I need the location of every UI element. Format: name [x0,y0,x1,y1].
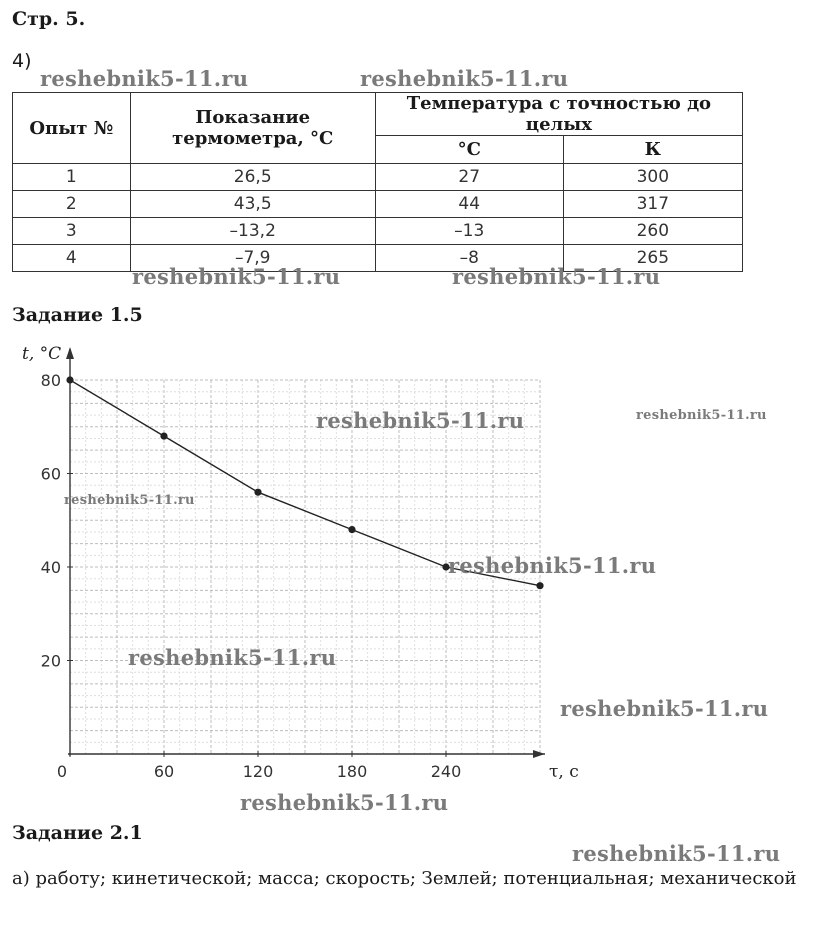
watermark: reshebnik5-11.ru [560,696,769,721]
table-cell: 1 [13,164,131,191]
watermark: reshebnik5-11.ru [128,645,337,670]
chart-ylabel: t, °С [22,344,62,364]
header-reading: Показание термометра, °С [130,93,375,164]
table-cell: 265 [563,245,742,272]
answer-2-1: а) работу; кинетической; масса; скорость; Землей; потенциальная; механической [12,868,797,889]
y-tick-label: 60 [40,464,61,484]
table-cell: –13 [375,218,563,245]
x-tick-label: 120 [242,762,274,781]
temperature-table [12,92,743,272]
table-cell: 317 [563,191,742,218]
watermark: reshebnik5-11.ru [40,66,249,91]
table-row [13,164,743,191]
y-tick-label: 80 [40,371,61,390]
table-cell: 4 [13,245,131,272]
header-temperature-group: Температура с точностью до целых [375,93,742,136]
header-kelvin: К [563,136,742,164]
watermark: reshebnik5-11.ru [572,841,781,866]
watermark: reshebnik5-11.ru [452,264,661,289]
table-cell: –7,9 [130,245,375,272]
x-tick-label: 60 [153,762,175,781]
x-tick-label: 180 [336,762,368,781]
data-point [160,433,167,440]
watermark: reshebnik5-11.ru [240,790,449,815]
table-cell: 3 [13,218,131,245]
watermark: reshebnik5-11.ru [64,493,195,508]
section-title-2-1: Задание 2.1 [12,822,143,844]
watermark: reshebnik5-11.ru [448,553,657,578]
temperature-chart [0,335,813,815]
data-point [66,376,73,383]
item-label: 4) [12,50,32,72]
table-cell: 260 [563,218,742,245]
data-point [348,526,355,533]
table-cell: 300 [563,164,742,191]
x-axis-arrow [533,750,545,758]
header-experiment: Опыт № [13,93,131,164]
table-cell: 27 [375,164,563,191]
y-tick-label: 20 [40,651,61,671]
y-axis-arrow [66,347,74,359]
watermark: reshebnik5-11.ru [636,408,767,423]
table-cell: –8 [375,245,563,272]
x-tick-label: 240 [430,762,462,781]
section-title-1-5: Задание 1.5 [12,304,143,326]
table-cell: 43,5 [130,191,375,218]
table-row [13,218,743,245]
data-point [536,582,543,589]
watermark: reshebnik5-11.ru [132,264,341,289]
page-header: Стр. 5. [12,8,86,30]
table-row [13,191,743,218]
y-tick-label: 40 [40,558,61,577]
table-cell: 2 [13,191,131,218]
watermark: reshebnik5-11.ru [360,66,569,91]
header-celsius: °С [375,136,563,164]
table-cell: –13,2 [130,218,375,245]
table-cell: 26,5 [130,164,375,191]
x-tick-label: 0 [56,762,68,781]
data-point [254,489,261,496]
table-cell: 44 [375,191,563,218]
chart-xlabel: τ, с [549,762,579,782]
watermark: reshebnik5-11.ru [316,408,525,433]
